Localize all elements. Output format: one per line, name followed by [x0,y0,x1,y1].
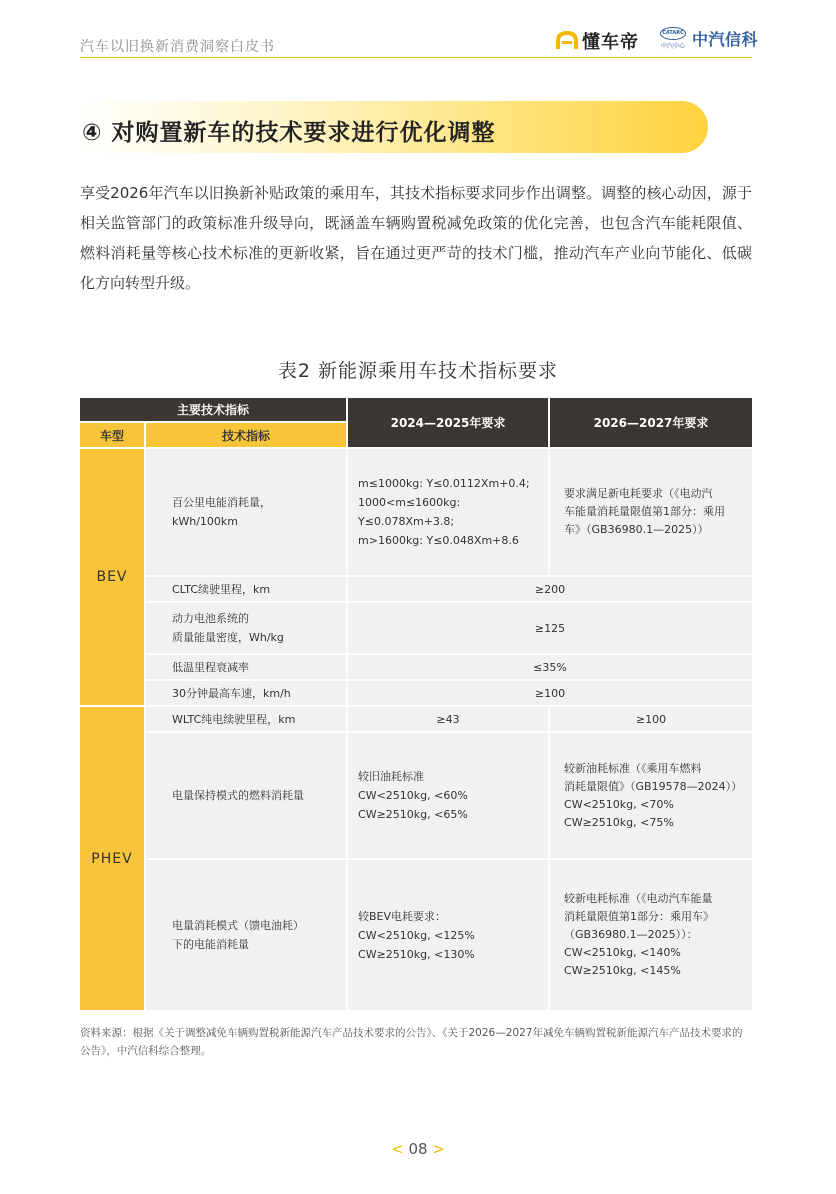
source-note: 资料来源：根据《关于调整减免车辆购置税新能源汽车产品技术要求的公告》、《关于2026—2027年减免车辆购置税新能源汽车产品技术要求的公告》，中汽信科综合整理。 [80,1027,743,1057]
value-cell-2024 [347,732,549,859]
dongchedi-logo-text: 懂车帝 [582,32,639,53]
value-line: CW<2510kg, <70% [564,797,674,811]
value-cell-merged: ≥200 [347,576,753,602]
page-number [0,1140,836,1158]
indicator-cell: 低温里程衰减率 [145,654,347,680]
value-line: 消耗量限值》（GB19578—2024）） [564,779,743,793]
value-line: CW<2510kg, <60% [358,789,468,802]
header-divider [80,57,752,58]
indicator-line: kWh/100km [172,515,239,528]
value-line: CW≥2510kg, <75% [564,815,674,829]
category-phev: PHEV [79,706,145,1011]
header-tech-indicator: 技术指标 [145,422,347,448]
value-line: 车》（GB36980.1—2025）） [564,523,709,536]
table-row [79,859,753,1011]
indicator-cell [145,602,347,654]
section-title: ④ 对购置新车的技术要求进行优化调整 [82,120,496,146]
value-cell-2026 [549,732,753,859]
table-row [79,654,753,680]
indicator-cell: WLTC纯电续驶里程，km [145,706,347,732]
indicator-cell [145,859,347,1011]
catarc-badge-icon [660,27,686,50]
value-line: CW≥2510kg, <130% [358,947,475,961]
page-number-value: 08 [408,1140,428,1158]
indicator-line: 电量消耗模式（馈电油耗） [172,919,304,932]
value-line: （GB36980.1—2025））： [564,928,698,941]
value-cell-merged: ≤35% [347,654,753,680]
indicator-line: 质量能量密度，Wh/kg [172,631,284,644]
catarc-badge-subtext: 中汽中心 [660,43,685,50]
dongchedi-logo [556,28,639,54]
indicator-line: 百公里电能消耗量， [172,496,271,509]
value-cell-2026: ≥100 [549,706,753,732]
value-line: 消耗量限值第1部分：乘用车》 [564,910,715,923]
zhongqi-xinke-logo [660,27,758,50]
value-line: 车能量消耗量限值第1部分：乘用 [564,505,726,518]
catarc-badge-text: CATARC [660,27,686,40]
indicator-line: 动力电池系统的 [172,612,249,625]
value-cell-merged: ≥125 [347,602,753,654]
value-line: 1000<m≤1600kg: Y≤0.078Xm+3.8; [358,496,461,528]
value-line: 较新油耗标准（《乘用车燃料 [564,761,702,775]
table-row [79,706,753,732]
zhongqi-xinke-name: 中汽信科 [692,30,759,49]
header-2024-2025: 2024—2025年要求 [347,397,549,448]
indicator-line: 下的电能消耗量 [172,938,249,951]
value-cell-2024 [347,448,549,576]
header-2026-2027: 2026—2027年要求 [549,397,753,448]
tech-spec-table [78,396,754,1012]
indicator-cell: 电量保持模式的燃料消耗量 [145,732,347,859]
indicator-cell: 30分钟最高车速，km/h [145,680,347,706]
value-cell-2024 [347,859,549,1011]
value-line: m≤1000kg: Y≤0.0112Xm+0.4; [358,477,530,490]
value-line: CW<2510kg, <125% [358,928,475,942]
value-line: CW≥2510kg, <65% [358,808,468,821]
value-cell-merged: ≥100 [347,680,753,706]
value-line: m>1600kg: Y≤0.048Xm+8.6 [358,534,519,547]
category-bev: BEV [79,448,145,706]
value-cell-2026 [549,859,753,1011]
value-line: CW<2510kg, <140% [564,946,681,959]
body-paragraph: 享受2026年汽车以旧换新补贴政策的乘用车，其技术指标要求同步作出调整。调整的核心动因，源于相关监管部门的政策标准升级导向，既涵盖车辆购置税减免政策的优化完善，也包含汽车能耗限值、燃料消耗量等核心技术标准的更新收紧，旨在通过更严苛的技术门槛，推动汽车产业向节能化、低碳化方向转型升级。 [80,184,752,292]
dongchedi-mark-icon [556,31,578,51]
header-main-indicators: 主要技术指标 [79,397,347,422]
table-title: 表2 新能源乘用车技术指标要求 [277,360,559,382]
document-title: 汽车以旧换新消费洞察白皮书 [80,39,275,55]
table-row [79,732,753,859]
prev-page-chevron-icon: < [391,1140,404,1158]
next-page-chevron-icon: > [432,1140,445,1158]
value-line: 较新电耗标准（《电动汽车能量 [564,892,713,905]
value-cell-2024: ≥43 [347,706,549,732]
value-cell-2026 [549,448,753,576]
value-line: CW≥2510kg, <145% [564,964,681,977]
table-row [79,576,753,602]
value-line: 要求满足新电耗要求（《电动汽 [564,487,713,500]
indicator-cell [145,448,347,576]
indicator-cell: CLTC续驶里程，km [145,576,347,602]
table-row [79,448,753,576]
value-line: 较旧油耗标准 [358,770,425,783]
value-line: 较BEV电耗要求： [358,909,447,923]
header-vehicle-type: 车型 [79,422,145,448]
table-row [79,602,753,654]
table-row [79,680,753,706]
